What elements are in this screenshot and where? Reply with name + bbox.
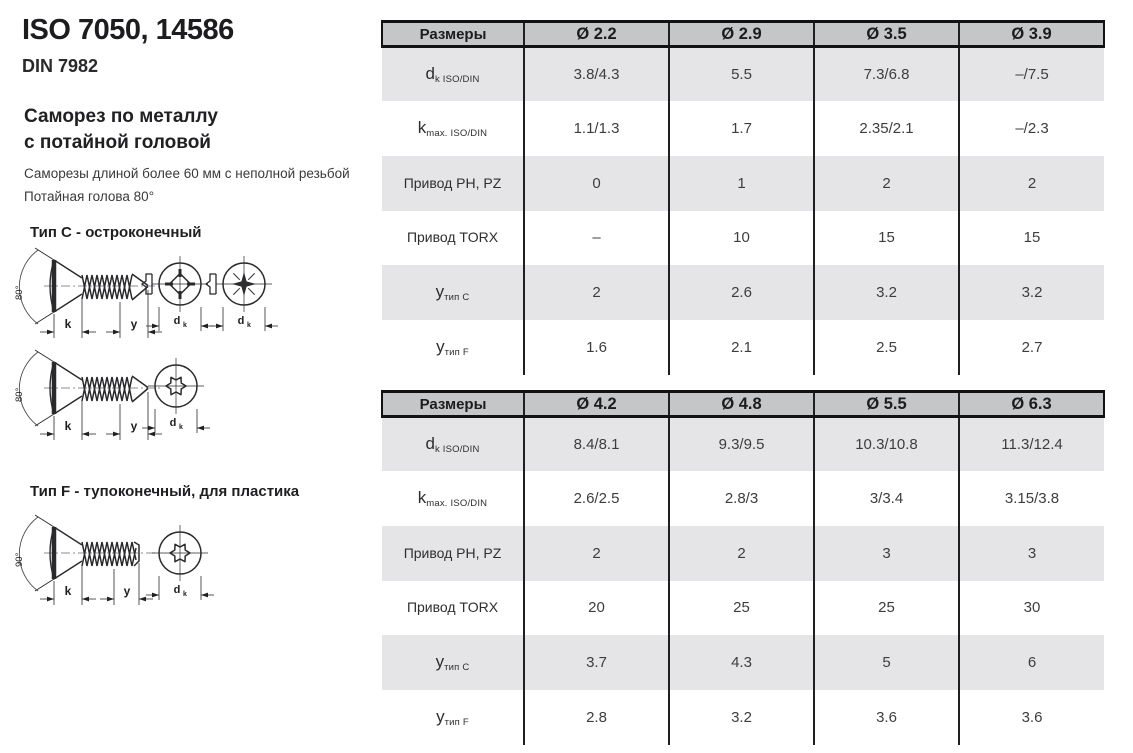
product-name [24,104,218,156]
value-cell: 9.3/9.5 [669,417,814,472]
diameter-header-cell: Ø 4.8 [669,392,814,417]
diameter-header-cell: Ø 6.3 [959,392,1104,417]
table-row [382,471,1104,526]
row-label-subscript: тип C [444,292,470,304]
type-c-torx-drawing [8,350,308,450]
pz-face-view [206,256,278,331]
diameter-header-cell: Ø 5.5 [814,392,959,417]
angle-label: 80° [14,387,25,402]
value-cell: 2.5 [814,320,959,375]
diameter-header-cell: Ø 3.9 [959,22,1104,47]
row-label-subscript: k ISO/DIN [434,444,480,456]
dimension-label-k: k [64,419,72,433]
value-cell: 2 [524,265,669,320]
description-line2: Потайная голова 80° [24,189,155,204]
dimension-label-d-sub: k [183,591,187,598]
row-label [382,581,524,636]
dimension-label-d-sub: k [247,322,251,329]
row-label [382,156,524,211]
dimension-label-k: k [64,584,72,598]
value-cell: 15 [814,211,959,266]
table-row [382,265,1104,320]
row-label-main: Привод TORX [406,599,499,616]
row-label-subscript: max. ISO/DIN [426,498,488,510]
row-label-main: Привод TORX [406,229,499,246]
head-circle [152,525,208,581]
type-c-heading: Тип C - остроконечный [30,224,202,241]
value-cell: 3.2 [669,690,814,745]
value-cell: 2 [959,156,1104,211]
table-row [382,635,1104,690]
row-label-main: Привод PH, PZ [403,544,502,561]
dimension-label-y: y [130,419,138,433]
row-label-main: y [435,652,445,672]
row-label-main: y [436,706,445,726]
table-row [382,211,1104,266]
dimension-label-d: d [169,417,177,429]
page-title: ISO 7050, 14586 [22,14,234,46]
value-cell: 3.2 [814,265,959,320]
value-cell: 3.15/3.8 [959,471,1104,526]
value-cell: 8.4/8.1 [524,417,669,472]
value-cell: 1.1/1.3 [524,101,669,156]
value-cell: 3.2 [959,265,1104,320]
diameter-header-cell: Ø 4.2 [524,392,669,417]
row-label-main: y [435,282,445,302]
table-row [382,417,1104,472]
table-row [382,320,1104,375]
diameter-header-cell: Ø 2.2 [524,22,669,47]
value-cell: 25 [669,581,814,636]
type-f-heading: Тип F - тупоконечный, для пластика [30,483,300,500]
dimension-label-d-sub: k [179,424,183,431]
description-line1: Саморезы длиной более 60 мм с неполной резьбой [24,166,350,181]
screw-side-view [19,350,162,440]
value-cell: 15 [959,211,1104,266]
spec-table-large-diameters [381,390,1105,745]
value-cell: 3 [959,526,1104,581]
row-label-subscript: max. ISO/DIN [426,128,488,140]
value-cell: 6 [959,635,1104,690]
value-cell: 4.3 [669,635,814,690]
dimension-label-d: d [237,315,245,327]
table-row [382,526,1104,581]
table-row [382,156,1104,211]
product-name-line2: с потайной головой [24,132,211,153]
sizes-header-cell: Размеры [382,392,524,417]
value-cell: 2.8/3 [669,471,814,526]
screw-side-view [19,248,162,338]
table-header-row [382,22,1104,47]
dimension-label-d: d [173,584,181,596]
row-label-main: d [425,64,435,84]
value-cell: 3.8/4.3 [524,47,669,102]
value-cell: 5.5 [669,47,814,102]
type-c-ph-pz-drawing [8,248,308,348]
screw-side-view-blunt [19,515,156,605]
torx-face-view [146,525,214,600]
sizes-header-cell: Размеры [382,22,524,47]
value-cell: 1 [669,156,814,211]
row-label [382,526,524,581]
row-label-main: Привод PH, PZ [403,174,502,191]
torx-face-view [142,358,210,433]
row-label [382,265,524,320]
value-cell: 3 [814,526,959,581]
row-label-subscript: тип F [444,716,469,728]
value-cell: 3/3.4 [814,471,959,526]
value-cell: 20 [524,581,669,636]
pozidriv-recess [232,272,256,296]
row-label-subscript: тип C [444,662,470,674]
diameter-header-cell: Ø 2.9 [669,22,814,47]
value-cell: 0 [524,156,669,211]
value-cell: 7.3/6.8 [814,47,959,102]
row-label [382,47,524,102]
row-label-main: d [425,434,435,454]
value-cell: – [524,211,669,266]
row-label [382,471,524,526]
value-cell: 3.7 [524,635,669,690]
table-row [382,47,1104,102]
value-cell: 2.8 [524,690,669,745]
din-subtitle: DIN 7982 [22,56,99,76]
value-cell: 11.3/12.4 [959,417,1104,472]
dimension-label-d-sub: k [183,322,187,329]
dimension-label-y: y [123,584,131,598]
product-name-line1: Саморез по металлу [24,106,218,127]
row-label [382,320,524,375]
product-description [24,162,350,208]
value-cell: 2.6/2.5 [524,471,669,526]
value-cell: 3.6 [959,690,1104,745]
row-label [382,690,524,745]
type-f-torx-drawing [8,515,308,615]
ph-face-view [142,256,214,331]
head-circle [152,256,208,312]
spec-table-small-diameters [381,20,1105,375]
table-header-row [382,392,1104,417]
row-label-subscript: тип F [444,346,469,358]
value-cell: –/2.3 [959,101,1104,156]
row-label [382,211,524,266]
value-cell: 5 [814,635,959,690]
row-label-subscript: k ISO/DIN [434,74,480,86]
row-label [382,635,524,690]
value-cell: 30 [959,581,1104,636]
value-cell: 10 [669,211,814,266]
value-cell: 2 [669,526,814,581]
value-cell: 1.7 [669,101,814,156]
angle-label: 90° [14,552,25,567]
row-label-main: k [417,488,427,508]
value-cell: 2 [814,156,959,211]
row-label-main: y [436,336,445,356]
value-cell: 2.35/2.1 [814,101,959,156]
value-cell: 25 [814,581,959,636]
value-cell: –/7.5 [959,47,1104,102]
value-cell: 10.3/10.8 [814,417,959,472]
row-label [382,417,524,472]
head-circle [148,358,204,414]
value-cell: 2 [524,526,669,581]
angle-label: 80° [14,285,25,300]
table-row [382,101,1104,156]
table-row [382,581,1104,636]
table-row [382,690,1104,745]
row-label-main: k [417,118,427,138]
dimension-label-d: d [173,315,181,327]
value-cell: 1.6 [524,320,669,375]
diameter-header-cell: Ø 3.5 [814,22,959,47]
value-cell: 2.6 [669,265,814,320]
value-cell: 3.6 [814,690,959,745]
value-cell: 2.1 [669,320,814,375]
value-cell: 2.7 [959,320,1104,375]
dimension-label-y: y [130,317,138,331]
row-label [382,101,524,156]
dimension-label-k: k [64,317,72,331]
